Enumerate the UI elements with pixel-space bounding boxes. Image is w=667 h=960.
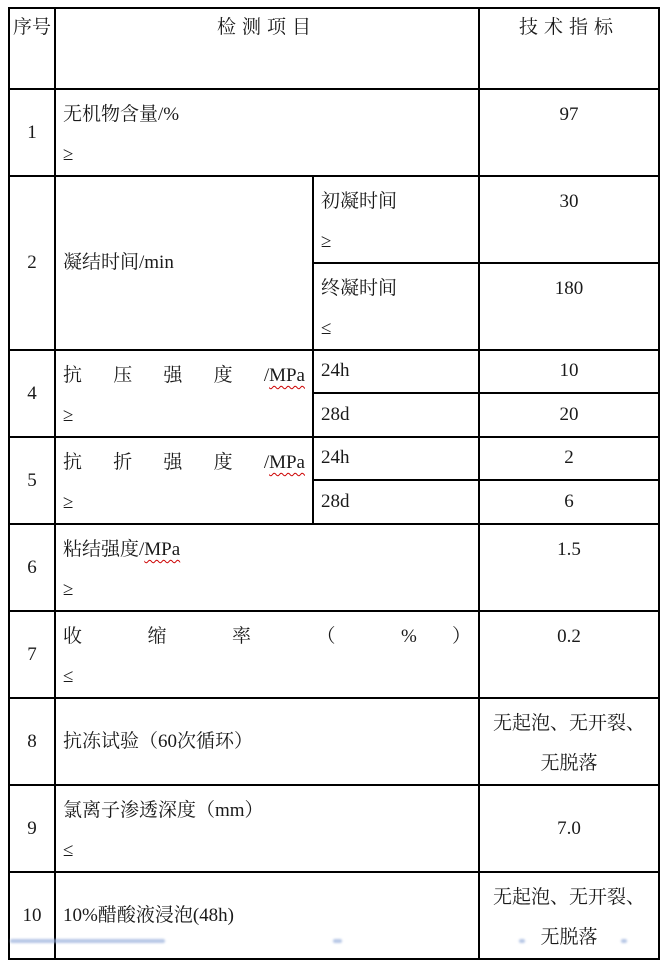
- table-row: [9, 872, 659, 959]
- row-8-serial: 8: [9, 698, 55, 785]
- row-1-item: [55, 89, 479, 176]
- header-serial-label: 序号: [12, 17, 51, 38]
- header-item-label: 检测项目: [217, 17, 318, 38]
- row-8-value-line2: 无脱落: [540, 753, 598, 774]
- cutoff-smudge: [333, 939, 342, 943]
- row-5-item: [55, 437, 313, 524]
- mpa-squiggle-text: MPa: [269, 452, 305, 473]
- row-5-item-text: 抗 折 强 度 /: [63, 452, 270, 473]
- header-item-cell: [55, 8, 479, 89]
- row-9-item-line1: 氯离子渗透深度（mm）: [63, 800, 264, 821]
- row-6-item-line1: [63, 530, 474, 570]
- mpa-squiggle-text: MPa: [269, 365, 305, 386]
- row-10-item: 10%醋酸液浸泡(48h): [55, 872, 479, 959]
- table-row: [9, 524, 659, 611]
- header-serial-cell: [9, 8, 55, 89]
- row-6-item: [55, 524, 479, 611]
- row-9-value: 7.0: [479, 785, 659, 872]
- row-5-sub-24h-label: 24h: [313, 437, 479, 480]
- row-4-item-line1: [56, 356, 312, 396]
- row-8-value-line1: 无起泡、无开裂、: [493, 713, 646, 734]
- table-row: [9, 785, 659, 872]
- row-2-sub-initial-value: 30: [479, 176, 659, 263]
- header-value-label: 技术指标: [519, 17, 620, 38]
- row-2-serial: 2: [9, 176, 55, 350]
- row-9-item-line2: ≤: [63, 840, 74, 861]
- row-1-serial: 1: [9, 89, 55, 176]
- table-row: [9, 437, 659, 480]
- row-2-sub-final-line2: ≤: [321, 318, 332, 339]
- mpa-squiggle-text: MPa: [144, 539, 181, 560]
- cutoff-text-fragment: [0, 938, 667, 945]
- spec-table: [8, 7, 660, 960]
- row-6-item-line2: ≥: [63, 579, 74, 600]
- row-7-value: 0.2: [479, 611, 659, 698]
- row-4-sub-28d-value: 20: [479, 393, 659, 437]
- row-7-item: [55, 611, 479, 698]
- row-4-sub-28d-label: 28d: [313, 393, 479, 437]
- row-6-serial: 6: [9, 524, 55, 611]
- row-9-serial: 9: [9, 785, 55, 872]
- row-2-sub-final-label: [313, 263, 479, 350]
- row-7-item-line1: 收 缩 率 （ % ）: [63, 626, 472, 647]
- row-5-sub-28d-value: 6: [479, 480, 659, 524]
- row-2-sub-initial-line1: 初凝时间: [321, 191, 398, 212]
- table-row: [9, 611, 659, 698]
- cutoff-smudge: [519, 939, 525, 943]
- row-4-sub-24h-label: 24h: [313, 350, 479, 393]
- row-4-item-text: 抗 压 强 度 /: [63, 365, 270, 386]
- row-5-sub-24h-value: 2: [479, 437, 659, 480]
- row-2-sub-final-value: 180: [479, 263, 659, 350]
- row-7-serial: 7: [9, 611, 55, 698]
- row-2-sub-final-line1: 终凝时间: [321, 278, 398, 299]
- row-10-value-line2: 无脱落: [540, 927, 598, 948]
- row-8-item: 抗冻试验（60次循环）: [55, 698, 479, 785]
- header-row: [9, 8, 659, 89]
- row-10-serial: 10: [9, 872, 55, 959]
- table-row: [9, 89, 659, 176]
- table-row: [9, 176, 659, 263]
- row-6-value: 1.5: [479, 524, 659, 611]
- table-row: [9, 698, 659, 785]
- row-10-value-line1: 无起泡、无开裂、: [493, 887, 646, 908]
- row-5-item-line2: ≥: [63, 492, 74, 513]
- row-4-item-line2: ≥: [63, 405, 74, 426]
- row-4-sub-24h-value: 10: [479, 350, 659, 393]
- row-7-item-line2: ≤: [63, 666, 74, 687]
- row-4-item: [55, 350, 313, 437]
- row-9-item: [55, 785, 479, 872]
- row-2-item: 凝结时间/min: [55, 176, 313, 350]
- row-4-serial: 4: [9, 350, 55, 437]
- row-5-serial: 5: [9, 437, 55, 524]
- row-10-value: [479, 872, 659, 959]
- row-5-sub-28d-label: 28d: [313, 480, 479, 524]
- cutoff-smudge: [10, 939, 165, 943]
- row-1-item-line1: 无机物含量/%: [63, 104, 180, 125]
- row-1-item-line2: ≥: [63, 144, 74, 165]
- row-2-sub-initial-line2: ≥: [321, 231, 332, 252]
- header-value-cell: [479, 8, 659, 89]
- row-5-item-line1: [56, 443, 312, 483]
- row-1-value: 97: [479, 89, 659, 176]
- row-6-item-text: 粘结强度/: [63, 539, 145, 560]
- row-8-value: [479, 698, 659, 785]
- row-2-sub-initial-label: [313, 176, 479, 263]
- table-row: [9, 350, 659, 393]
- cutoff-smudge: [621, 939, 627, 943]
